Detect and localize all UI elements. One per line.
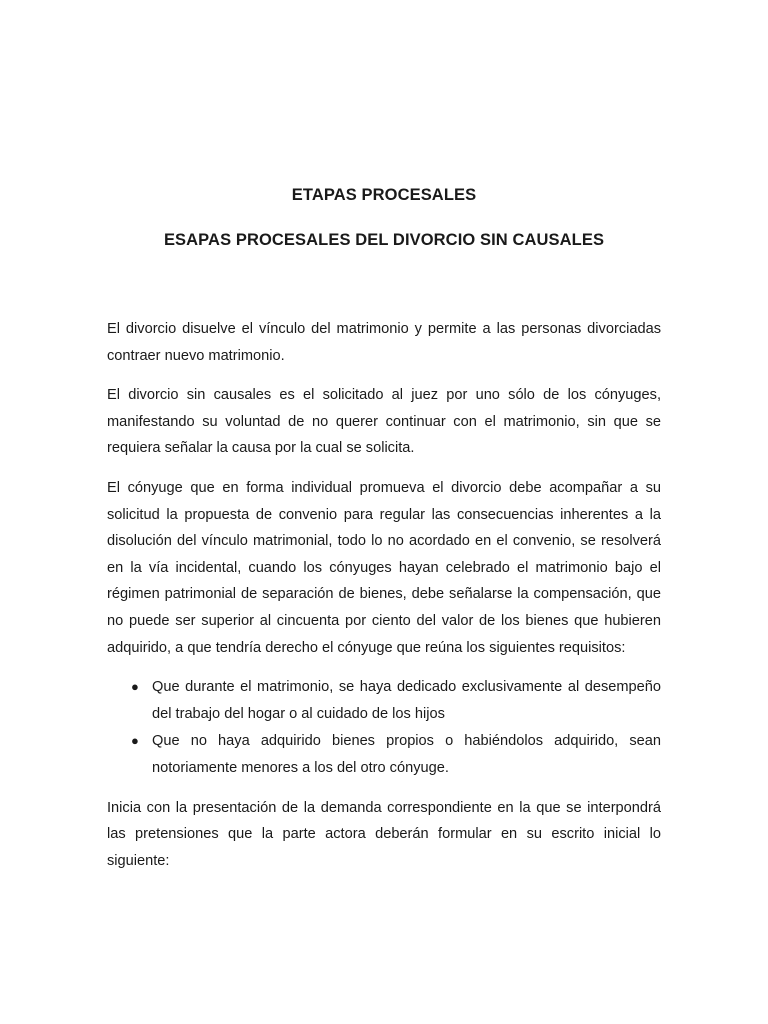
bullet-icon: ●: [131, 679, 139, 695]
list-item: [107, 674, 661, 727]
list-item-text: Que no haya adquirido bienes propios o habiéndolos adquirido, sean notoriamente menores a los del otro cónyuge.: [152, 733, 661, 776]
requirements-list: [107, 674, 661, 781]
bullet-icon: ●: [131, 733, 139, 749]
list-item: [107, 728, 661, 781]
document-body: [107, 316, 661, 887]
closing-paragraph: Inicia con la presentación de la demanda correspondiente en la que se interpondrá las pretensiones que la parte actora deberán formular en su escrito inicial lo siguiente:: [107, 799, 661, 869]
paragraph-1: El divorcio disuelve el vínculo del matrimonio y permite a las personas divorciadas contraer nuevo matrimonio.: [107, 321, 661, 364]
page-subtitle: ESAPAS PROCESALES DEL DIVORCIO SIN CAUSALES: [163, 231, 605, 249]
paragraph-3: El cónyuge que en forma individual promueva el divorcio debe acompañar a su solicitud la propuesta de convenio para regular las consecuencias inherentes a la disolución del vínculo matrimonial, todo lo no acordado en el convenio, se resolverá en la vía incidental, cuando los cónyuges hayan celebrado el matrimonio bajo el régimen patrimonial de separación de bienes, debe señalarse la compensación, que no puede ser superior al cincuenta por ciento del valor de los bienes que hubieren adquirido, a que tendría derecho el cónyuge que reúna los siguientes requisitos:: [107, 479, 661, 656]
page-title: ETAPAS PROCESALES: [291, 186, 477, 204]
list-item-text: Que durante el matrimonio, se haya dedicado exclusivamente al desempeño del trabajo del hogar o al cuidado de los hijos: [152, 679, 661, 722]
paragraph-2: El divorcio sin causales es el solicitado al juez por uno sólo de los cónyuges, manifestando su voluntad de no querer continuar con el matrimonio, sin que se requiera señalar la causa por la cual se solicita.: [107, 387, 661, 457]
